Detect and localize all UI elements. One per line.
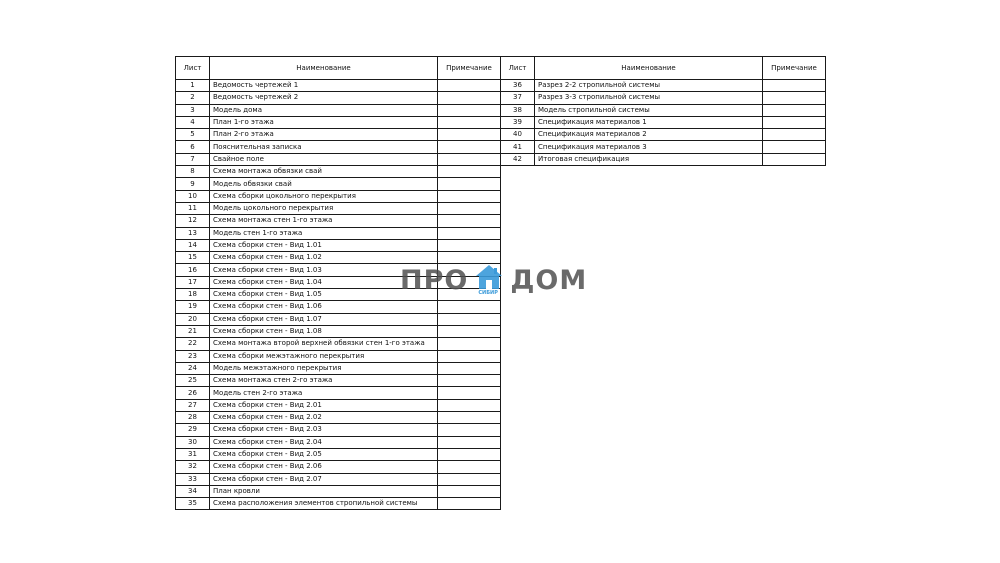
sheet-number-cell: 25 xyxy=(176,375,210,387)
sheet-number-cell: 14 xyxy=(176,239,210,251)
sheet-name-cell: Схема сборки стен - Вид 1.05 xyxy=(210,289,438,301)
sheet-note-cell xyxy=(438,436,501,448)
table-row xyxy=(176,116,501,128)
house-icon xyxy=(474,263,504,297)
sheet-number-cell: 5 xyxy=(176,129,210,141)
sheet-number-cell: 33 xyxy=(176,473,210,485)
sheet-name-cell: Схема монтажа обвязки свай xyxy=(210,166,438,178)
sheet-note-cell xyxy=(438,215,501,227)
table-row xyxy=(501,153,826,165)
sheet-number-cell: 13 xyxy=(176,227,210,239)
sheet-note-cell xyxy=(438,202,501,214)
sheet-number-cell: 2 xyxy=(176,92,210,104)
table-row xyxy=(501,141,826,153)
sheet-number-cell: 9 xyxy=(176,178,210,190)
sheet-name-cell: Схема сборки стен - Вид 2.06 xyxy=(210,461,438,473)
sheet-note-cell xyxy=(438,412,501,424)
sheet-name-cell: Ведомость чертежей 1 xyxy=(210,80,438,92)
sheet-name-cell: Схема сборки стен - Вид 1.03 xyxy=(210,264,438,276)
table-row xyxy=(176,375,501,387)
sheet-number-cell: 42 xyxy=(501,153,535,165)
sheet-number-cell: 27 xyxy=(176,399,210,411)
sheet-name-cell: Разрез 3-3 стропильной системы xyxy=(535,92,763,104)
sheet-note-cell xyxy=(438,448,501,460)
sheet-number-cell: 12 xyxy=(176,215,210,227)
sheet-number-cell: 26 xyxy=(176,387,210,399)
header-sheet: Лист xyxy=(501,57,535,80)
sheet-name-cell: Схема сборки стен - Вид 2.02 xyxy=(210,412,438,424)
sheet-number-cell: 28 xyxy=(176,412,210,424)
table-row xyxy=(176,202,501,214)
table-row xyxy=(176,178,501,190)
sheet-name-cell: План кровли xyxy=(210,485,438,497)
sheet-note-cell xyxy=(763,116,826,128)
sheet-name-cell: Модель обвязки свай xyxy=(210,178,438,190)
sheet-note-cell xyxy=(438,153,501,165)
header-sheet: Лист xyxy=(176,57,210,80)
table-row xyxy=(176,166,501,178)
sheet-name-cell: Разрез 2-2 стропильной системы xyxy=(535,80,763,92)
table-row xyxy=(176,239,501,251)
table-row xyxy=(176,215,501,227)
sheet-note-cell xyxy=(438,325,501,337)
table-row xyxy=(176,498,501,510)
table-row xyxy=(176,92,501,104)
sheet-number-cell: 4 xyxy=(176,116,210,128)
sheet-number-cell: 16 xyxy=(176,264,210,276)
sheet-number-cell: 23 xyxy=(176,350,210,362)
table-row xyxy=(176,129,501,141)
table-row xyxy=(176,104,501,116)
header-name: Наименование xyxy=(210,57,438,80)
sheet-name-cell: Пояснительная записка xyxy=(210,141,438,153)
sheet-name-cell: Схема сборки стен - Вид 1.08 xyxy=(210,325,438,337)
sheet-number-cell: 30 xyxy=(176,436,210,448)
table-row xyxy=(176,350,501,362)
watermark-left-text: ПРО xyxy=(400,264,469,296)
watermark-sub-text: СИБИР xyxy=(478,290,498,296)
sheet-note-cell xyxy=(438,350,501,362)
sheet-number-cell: 40 xyxy=(501,129,535,141)
sheet-name-cell: Спецификация материалов 2 xyxy=(535,129,763,141)
sheet-name-cell: Модель межэтажного перекрытия xyxy=(210,362,438,374)
sheet-name-cell: Модель цокольного перекрытия xyxy=(210,202,438,214)
watermark-logo xyxy=(400,262,600,298)
sheet-number-cell: 18 xyxy=(176,289,210,301)
sheet-note-cell xyxy=(438,313,501,325)
sheet-note-cell xyxy=(438,461,501,473)
sheet-number-cell: 7 xyxy=(176,153,210,165)
sheet-note-cell xyxy=(763,92,826,104)
sheet-name-cell: Модель стен 1-го этажа xyxy=(210,227,438,239)
table-row xyxy=(501,104,826,116)
table-row xyxy=(176,313,501,325)
sheet-number-cell: 34 xyxy=(176,485,210,497)
sheet-name-cell: Схема расположения элементов стропильной системы xyxy=(210,498,438,510)
sheet-note-cell xyxy=(438,80,501,92)
sheet-note-cell xyxy=(438,239,501,251)
sheet-name-cell: Схема монтажа второй верхней обвязки стен 1-го этажа xyxy=(210,338,438,350)
table-header-row xyxy=(501,57,826,80)
table-row xyxy=(176,424,501,436)
header-name: Наименование xyxy=(535,57,763,80)
sheet-name-cell: Схема сборки стен - Вид 1.02 xyxy=(210,252,438,264)
sheet-note-cell xyxy=(438,399,501,411)
sheet-note-cell xyxy=(438,424,501,436)
sheet-name-cell: Схема сборки стен - Вид 1.07 xyxy=(210,313,438,325)
sheet-name-cell: Свайное поле xyxy=(210,153,438,165)
sheet-note-cell xyxy=(438,116,501,128)
sheet-name-cell: Схема монтажа стен 2-го этажа xyxy=(210,375,438,387)
sheet-note-cell xyxy=(438,301,501,313)
sheet-note-cell xyxy=(438,92,501,104)
sheet-note-cell xyxy=(438,362,501,374)
sheet-name-cell: Модель стен 2-го этажа xyxy=(210,387,438,399)
sheet-number-cell: 1 xyxy=(176,80,210,92)
sheet-number-cell: 20 xyxy=(176,313,210,325)
table-row xyxy=(501,116,826,128)
sheet-number-cell: 37 xyxy=(501,92,535,104)
sheet-name-cell: План 1-го этажа xyxy=(210,116,438,128)
sheet-name-cell: Схема сборки стен - Вид 2.03 xyxy=(210,424,438,436)
table-row xyxy=(176,399,501,411)
sheet-name-cell: Схема монтажа стен 1-го этажа xyxy=(210,215,438,227)
sheet-number-cell: 31 xyxy=(176,448,210,460)
sheet-note-cell xyxy=(438,178,501,190)
sheet-number-cell: 3 xyxy=(176,104,210,116)
sheet-number-cell: 41 xyxy=(501,141,535,153)
sheet-number-cell: 39 xyxy=(501,116,535,128)
table-row xyxy=(176,473,501,485)
sheet-note-cell xyxy=(763,104,826,116)
header-note: Примечание xyxy=(763,57,826,80)
sheet-note-cell xyxy=(438,387,501,399)
sheet-name-cell: Схема сборки стен - Вид 1.04 xyxy=(210,276,438,288)
sheet-note-cell xyxy=(763,153,826,165)
sheet-name-cell: Спецификация материалов 3 xyxy=(535,141,763,153)
sheet-number-cell: 35 xyxy=(176,498,210,510)
sheet-number-cell: 36 xyxy=(501,80,535,92)
table-row xyxy=(176,485,501,497)
table-row xyxy=(176,80,501,92)
sheet-note-cell xyxy=(763,80,826,92)
sheet-number-cell: 32 xyxy=(176,461,210,473)
table-row xyxy=(176,338,501,350)
watermark-right-text: ДОМ xyxy=(510,264,588,296)
table-row xyxy=(501,80,826,92)
sheet-note-cell xyxy=(438,104,501,116)
sheet-name-cell: Модель стропильной системы xyxy=(535,104,763,116)
sheet-name-cell: Модель дома xyxy=(210,104,438,116)
sheet-name-cell: Ведомость чертежей 2 xyxy=(210,92,438,104)
table-row xyxy=(176,190,501,202)
sheet-name-cell: План 2-го этажа xyxy=(210,129,438,141)
sheet-name-cell: Схема сборки стен - Вид 2.04 xyxy=(210,436,438,448)
sheet-name-cell: Схема сборки цокольного перекрытия xyxy=(210,190,438,202)
sheet-note-cell xyxy=(438,473,501,485)
sheet-note-cell xyxy=(438,485,501,497)
sheet-number-cell: 19 xyxy=(176,301,210,313)
sheet-name-cell: Схема сборки стен - Вид 2.07 xyxy=(210,473,438,485)
sheet-note-cell xyxy=(438,338,501,350)
sheet-number-cell: 22 xyxy=(176,338,210,350)
sheet-number-cell: 6 xyxy=(176,141,210,153)
table-row xyxy=(176,436,501,448)
table-row xyxy=(176,362,501,374)
table-row xyxy=(176,461,501,473)
table-row xyxy=(176,301,501,313)
sheet-name-cell: Схема сборки стен - Вид 1.06 xyxy=(210,301,438,313)
sheet-note-cell xyxy=(438,227,501,239)
sheet-number-cell: 38 xyxy=(501,104,535,116)
sheet-name-cell: Спецификация материалов 1 xyxy=(535,116,763,128)
table-row xyxy=(501,129,826,141)
sheet-number-cell: 17 xyxy=(176,276,210,288)
sheet-number-cell: 24 xyxy=(176,362,210,374)
sheet-name-cell: Схема сборки межэтажного перекрытия xyxy=(210,350,438,362)
sheet-note-cell xyxy=(438,375,501,387)
table-row xyxy=(176,448,501,460)
drawings-list-table-right xyxy=(500,56,826,166)
sheet-note-cell xyxy=(438,141,501,153)
table-row xyxy=(176,325,501,337)
sheet-number-cell: 10 xyxy=(176,190,210,202)
table-row xyxy=(176,387,501,399)
table-row xyxy=(176,141,501,153)
sheet-note-cell xyxy=(438,166,501,178)
sheet-name-cell: Схема сборки стен - Вид 1.01 xyxy=(210,239,438,251)
sheet-number-cell: 15 xyxy=(176,252,210,264)
table-row xyxy=(176,412,501,424)
table-row xyxy=(501,92,826,104)
sheet-number-cell: 21 xyxy=(176,325,210,337)
sheet-name-cell: Схема сборки стен - Вид 2.01 xyxy=(210,399,438,411)
table-row xyxy=(176,153,501,165)
header-note: Примечание xyxy=(438,57,501,80)
sheet-note-cell xyxy=(763,129,826,141)
sheet-number-cell: 11 xyxy=(176,202,210,214)
sheet-name-cell: Схема сборки стен - Вид 2.05 xyxy=(210,448,438,460)
table-row xyxy=(176,227,501,239)
sheet-note-cell xyxy=(438,129,501,141)
sheet-note-cell xyxy=(763,141,826,153)
sheet-note-cell xyxy=(438,498,501,510)
sheet-number-cell: 29 xyxy=(176,424,210,436)
sheet-number-cell: 8 xyxy=(176,166,210,178)
table-header-row xyxy=(176,57,501,80)
sheet-note-cell xyxy=(438,190,501,202)
sheet-name-cell: Итоговая спецификация xyxy=(535,153,763,165)
